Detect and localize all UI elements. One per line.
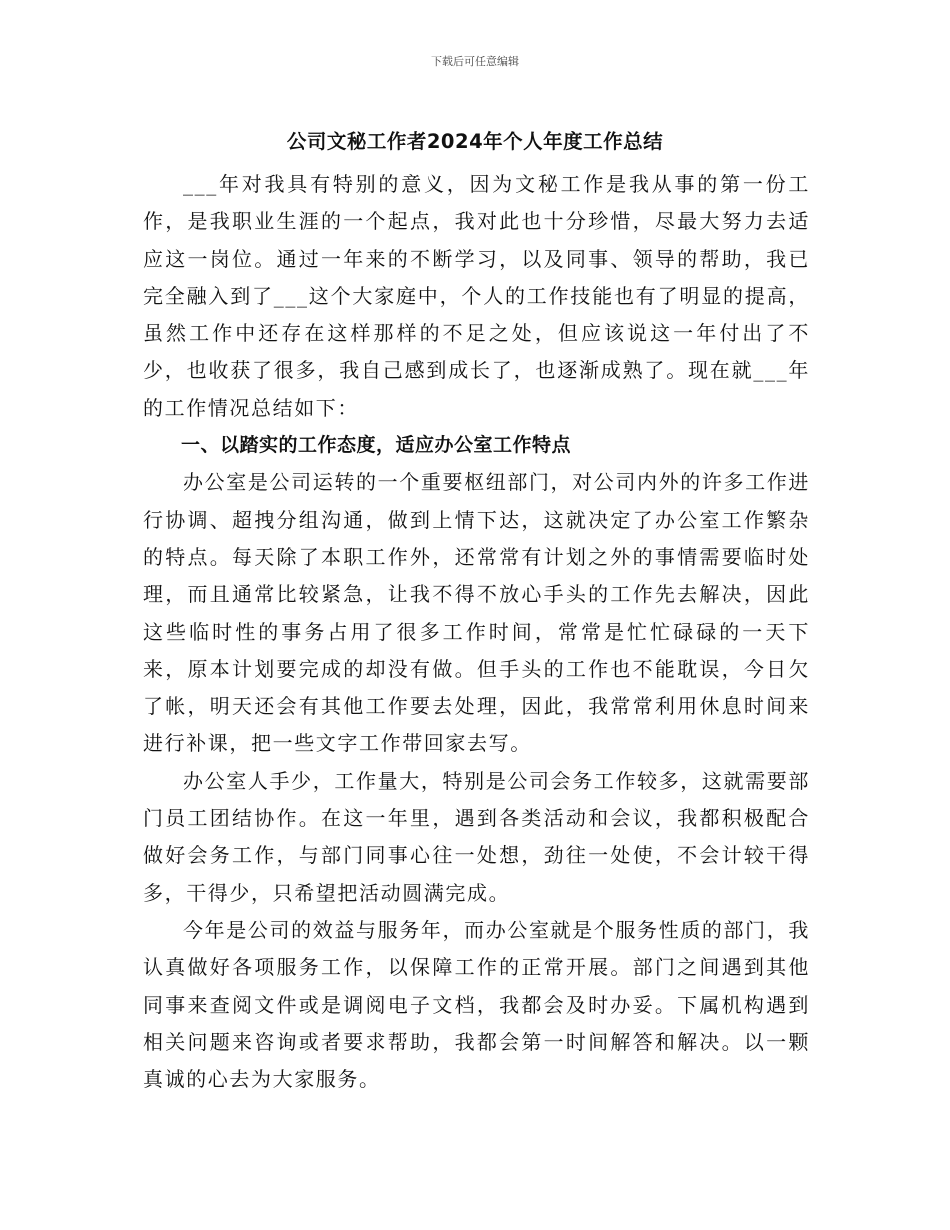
body-paragraph: 办公室是公司运转的一个重要枢纽部门，对公司内外的许多工作进行协调、超拽分组沟通，做到上情下达，这就决定了办公室工作繁杂的特点。每天除了本职工作外，还常常有计划之外的事情需要临时处理，而且通常比较紧急，让我不得不放心手头的工作先去解决，因此这些临时性的事务占用了很多工作时间，常常是忙忙碌碌的一天下来，原本计划要完成的却没有做。但手头的工作也不能耽误，今日欠了帐，明天还会有其他工作要去处理，因此，我常常利用休息时间来进行补课，把一些文字工作带回家去写。 xyxy=(143,470,810,756)
document-title: 公司文秘工作者2024年个人年度工作总结 xyxy=(286,130,664,153)
document-body xyxy=(143,166,810,1098)
body-paragraph: 办公室人手少，工作量大，特别是公司会务工作较多，这就需要部门员工团结协作。在这一年里，遇到各类活动和会议，我都积极配合做好会务工作，与部门同事心往一处想，劲往一处使，不会计较干得多，干得少，只希望把活动圆满完成。 xyxy=(143,768,810,905)
page-header-note: 下载后可任意编辑 xyxy=(431,55,519,68)
body-paragraph: 今年是公司的效益与服务年，而办公室就是个服务性质的部门，我认真做好各项服务工作，以保障工作的正常开展。部门之间遇到其他同事来查阅文件或是调阅电子文档，我都会及时办妥。下属机构遇到相关问题来咨询或者要求帮助，我都会第一时间解答和解决。以一颗真诚的心去为大家服务。 xyxy=(143,917,810,1092)
section-heading: 一、以踏实的工作态度，适应办公室工作特点 xyxy=(181,434,572,457)
intro-paragraph: ___年对我具有特别的意义，因为文秘工作是我从事的第一份工作，是我职业生涯的一个起点，我对此也十分珍惜，尽最大努力去适应这一岗位。通过一年来的不断学习，以及同事、领导的帮助，我已完全融入到了___这个大家庭中，个人的工作技能也有了明显的提高，虽然工作中还存在这样那样的不足之处，但应该说这一年付出了不少，也收获了很多，我自己感到成长了，也逐渐成熟了。现在就___年的工作情况总结如下： xyxy=(143,172,810,420)
